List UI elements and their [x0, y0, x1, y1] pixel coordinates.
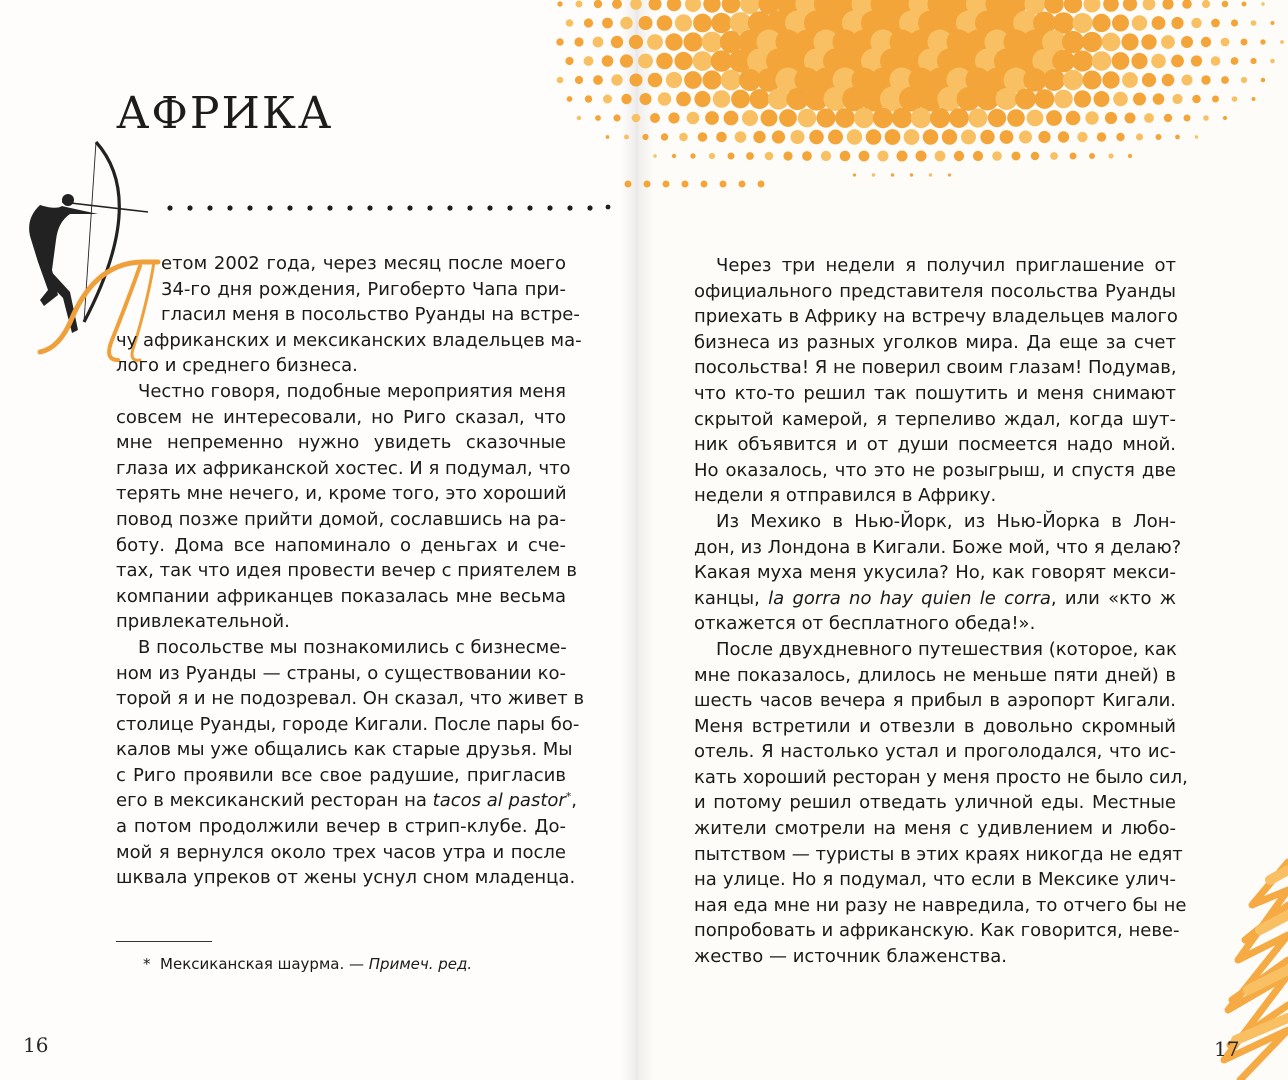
- paragraph-line: 34-го дня рождения, Ригоберто Чапа при-: [161, 278, 566, 300]
- paragraph-line: скрытой камерой, я терпеливо ждал, когда шут-: [694, 408, 1176, 430]
- paragraph-line: ная еда мне ни разу не навредила, то отчего бы не: [694, 894, 1187, 916]
- paragraph-line: недели я отправился в Африку.: [694, 485, 997, 507]
- page-number-left: 16: [23, 1033, 49, 1057]
- paragraph-line: с Риго проявили все свое радушие, пригласив: [116, 764, 566, 786]
- paragraph-line: шесть часов вечера я прибыл в аэропорт Кигали.: [694, 690, 1176, 712]
- paragraph-line: привлекательной.: [116, 611, 290, 633]
- paragraph-line: попробовать и африканскую. Как говорится, неве-: [694, 920, 1180, 942]
- paragraph-line: Из Мехико в Нью-Йорк, из Нью-Йорка в Лон-: [716, 510, 1176, 532]
- italic-term: tacos al pastor: [432, 790, 566, 812]
- paragraph-line: на улице. Но я подумал, что если в Мексике улич-: [694, 869, 1176, 891]
- paragraph-line: тах, так что идея провести вечер с приятелем в: [116, 560, 577, 582]
- paragraph-line: жество — источник блаженства.: [694, 946, 1007, 968]
- paragraph-line: посольства! Я не поверил своим глазам! Подумав,: [694, 357, 1177, 379]
- paragraph-line: [694, 586, 1176, 612]
- paragraph-line: етом 2002 года, через месяц после моего: [161, 253, 566, 274]
- paragraph-line: боту. Дома все напоминало о деньгах и сче-: [116, 534, 566, 556]
- paragraph-line: Через три недели я получил приглашение от: [716, 255, 1176, 276]
- paragraph-line: компании африканцев показалась мне весьма: [116, 585, 566, 607]
- paragraph-line: мне непременно нужно увидеть сказочные: [116, 432, 566, 454]
- paragraph-line: совсем не интересовали, но Риго сказал, что: [116, 406, 566, 428]
- line-text: его в мексиканский ресторан на: [116, 790, 433, 812]
- footnote-mark: *: [565, 790, 572, 804]
- paragraph-line: что кто-то решил так пошутить и меня снимают: [694, 382, 1176, 404]
- paragraph-line: После двухдневного путешествия (которое, как: [716, 638, 1177, 660]
- page-number-right: 17: [1214, 1037, 1240, 1061]
- left-page-text: [116, 251, 585, 891]
- paragraph-line: приехать в Африку на встречу владельцев малого: [694, 306, 1178, 328]
- paragraph-line: Честно говоря, подобные мероприятия меня: [138, 380, 566, 402]
- paragraph-line: а потом продолжили вечер в стрип-клубе. До-: [116, 816, 566, 838]
- paragraph-line: ном из Руанды — страны, о существовании ко-: [116, 662, 566, 684]
- paragraph-line: шквала упреков от жены уснул сном младенца.: [116, 867, 576, 889]
- footnote-rule: [116, 941, 212, 942]
- paragraph-line: жители смотрели на меня с удивлением и любо-: [694, 818, 1176, 840]
- paragraph-line: мой я вернулся около трех часов утра и после: [116, 841, 566, 863]
- paragraph-line: официального представителя посольства Руанды: [694, 280, 1176, 302]
- paragraph-line: ник объявится и от души посмеется надо мной.: [694, 434, 1176, 456]
- paragraph-line: столице Руанды, городе Кигали. После пары бо-: [116, 713, 580, 735]
- paragraph-line: кать хороший ресторан у меня просто не было сил,: [694, 766, 1188, 788]
- paragraph-line: калов мы уже общались как старые друзья. Мы: [116, 739, 573, 761]
- paragraph-line: мне показалось, длилось не меньше пяти дней) в: [694, 664, 1176, 686]
- paragraph-line: чу африканских и мексиканских владельцев ма-: [116, 329, 582, 351]
- paragraph-line: [116, 788, 578, 814]
- paragraph-line: торой я и не подозревал. Он сказал, что живет в: [116, 688, 585, 710]
- paragraph-line: дон, из Лондона в Кигали. Боже мой, что я делаю?: [694, 536, 1182, 558]
- paragraph-line: отель. Я настолько устал и проголодался, что ис-: [694, 741, 1176, 763]
- paragraph-line: повод позже прийти домой, сославшись на ра-: [116, 508, 566, 530]
- footnote: [143, 955, 472, 973]
- paragraph-line: Какая муха меня укусила? Но, как говорят мекси-: [694, 562, 1176, 584]
- right-page-text: [694, 253, 1188, 970]
- chapter-title: АФРИКА: [116, 88, 334, 139]
- paragraph-line: глаза их африканской хостес. И я подумал, что: [116, 457, 571, 479]
- paragraph-line: Меня встретили и отвезли в довольно скромный: [694, 715, 1176, 737]
- footnote-italic: Примеч. ред.: [368, 955, 473, 973]
- line-text: , или «кто ж: [1050, 587, 1177, 609]
- paragraph-line: Но оказалось, что это не розыгрыш, и спустя две: [694, 459, 1176, 481]
- paragraph-line: бизнеса из разных уголков мира. Да еще за счет: [694, 331, 1176, 353]
- paragraph-line: откажется от бесплатного обеда!».: [694, 613, 1036, 635]
- footnote-marker: *: [143, 955, 151, 973]
- paragraph-line: лого и среднего бизнеса.: [116, 355, 358, 377]
- paragraph-line: терять мне нечего, и, кроме того, это хороший: [116, 483, 567, 505]
- paragraph-line: пытством — туристы в этих краях никогда не едят: [694, 843, 1183, 865]
- line-text: канцы,: [694, 587, 769, 609]
- line-text: ,: [571, 790, 578, 812]
- italic-proverb: la gorra no hay quien le corra: [768, 587, 1051, 609]
- paragraph-line: гласил меня в посольство Руанды на встре-: [161, 304, 580, 326]
- paragraph-line: и потому решил отведать уличной еды. Местные: [694, 792, 1176, 814]
- footnote-text: Мексиканская шаурма. —: [160, 955, 369, 973]
- paragraph-line: В посольстве мы познакомились с бизнесме-: [138, 636, 567, 658]
